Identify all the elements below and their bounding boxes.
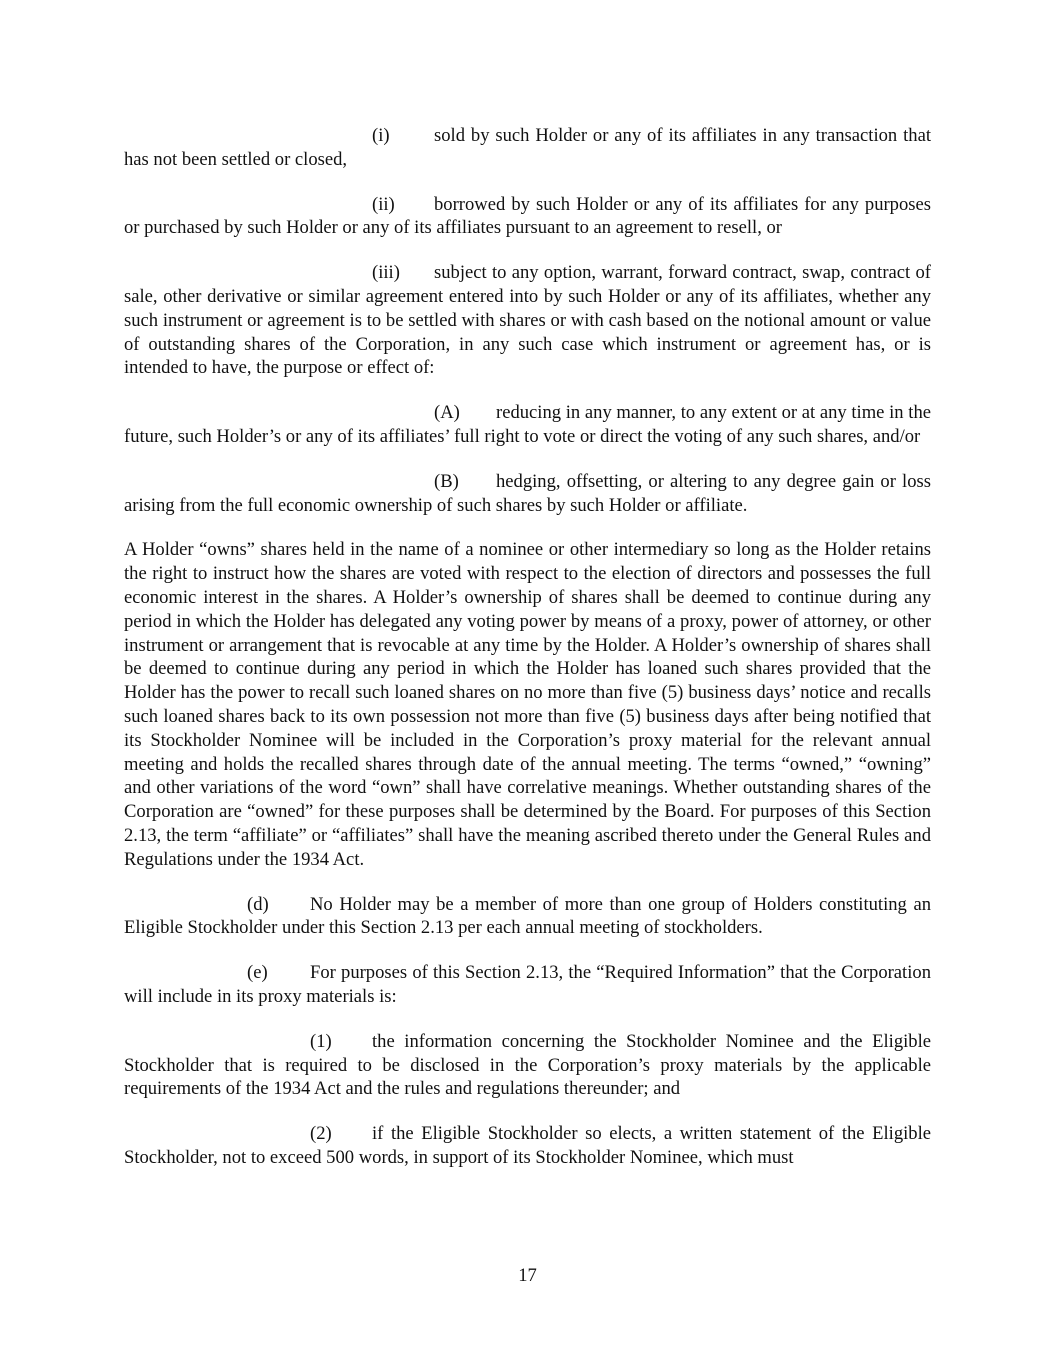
clause-marker: (A) bbox=[434, 402, 460, 424]
clause-text: if the Eligible Stockholder so elects, a written statement of the Eligible Stockholder, not to exceed 500 words, in support of its Stockholder Nominee, which must bbox=[124, 1123, 931, 1168]
clause-marker: (1) bbox=[310, 1030, 332, 1052]
clause-marker: (B) bbox=[434, 470, 459, 492]
clause-e bbox=[124, 961, 931, 1009]
clause-text: reducing in any manner, to any extent or at any time in the future, such Holder’s or any of its affiliates’ full right to vote or direct the voting of any such shares, and/or bbox=[124, 402, 931, 447]
clause-1 bbox=[124, 1030, 931, 1101]
clause-marker: (d) bbox=[247, 893, 269, 915]
clause-marker: (iii) bbox=[372, 262, 400, 284]
page-number: 17 bbox=[518, 1265, 537, 1286]
clause-ii bbox=[124, 193, 931, 241]
clause-text: sold by such Holder or any of its affiliates in any transaction that has not been settled or closed, bbox=[124, 125, 931, 170]
clause-marker: (e) bbox=[247, 962, 268, 984]
clause-d bbox=[124, 893, 931, 941]
clause-text: For purposes of this Section 2.13, the “Required Information” that the Corporation will include in its proxy materials is: bbox=[124, 962, 931, 1007]
clause-iii bbox=[124, 261, 931, 380]
clause-text: No Holder may be a member of more than one group of Holders constituting an Eligible Stockholder under this Section 2.13 per each annual meeting of stockholders. bbox=[124, 893, 931, 939]
clause-text: the information concerning the Stockholder Nominee and the Eligible Stockholder that is required to be disclosed in the Corporation’s proxy materials by the applicable requirements of the 1934 Act and the rules and regulations thereunder; and bbox=[124, 1030, 931, 1100]
clause-marker: (i) bbox=[372, 125, 390, 146]
clause-2 bbox=[124, 1122, 931, 1170]
ownership-paragraph bbox=[124, 538, 931, 871]
clause-marker: (2) bbox=[310, 1123, 332, 1145]
clause-i bbox=[124, 124, 931, 172]
clause-text: subject to any option, warrant, forward contract, swap, contract of sale, other derivative or similar agreement entered into by such Holder or any of its affiliates, whether any such instrument or agreement is to be settled with shares or with cash based on the notional amount or value of outstanding shares of the Corporation, in any such case which instrument or agreement has, or is intended to have, the purpose or effect of: bbox=[124, 262, 931, 379]
clause-text: borrowed by such Holder or any of its affiliates for any purposes or purchased by such Holder or any of its affiliates pursuant to an agreement to resell, or bbox=[124, 193, 931, 239]
clause-A bbox=[124, 401, 931, 449]
clause-marker: (ii) bbox=[372, 193, 395, 215]
clause-B bbox=[124, 470, 931, 518]
document-page bbox=[124, 124, 931, 1191]
paragraph-text: A Holder “owns” shares held in the name of a nominee or other intermediary so long as the Holder retains the right to instruct how the shares are voted with respect to the election of directors and possesses the full economic interest in the shares. A Holder’s ownership of shares shall be deemed to continue during any period in which the Holder has delegated any voting power by means of a proxy, power of attorney, or other instrument or arrangement that is revocable at any time by the Holder. A Holder’s ownership of shares shall be deemed to continue during any period in which the Holder has loaned such shares provided that the Holder has the power to recall such loaned shares on no more than five (5) business days’ notice and recalls such loaned shares back to its own possession not more than five (5) business days after being notified that its Stockholder Nominee will be included in the Corporation’s proxy material for the relevant annual meeting and holds the recalled shares through date of the annual meeting. The terms “owned,” “owning” and other variations of the word “own” shall have correlative meanings. Whether outstanding shares of the Corporation are “owned” for these purposes shall be determined by the Board. For purposes of this Section 2.13, the term “affiliate” or “affiliates” shall have the meaning ascribed thereto under the General Rules and Regulations under the 1934 Act. bbox=[124, 539, 931, 870]
clause-text: hedging, offsetting, or altering to any degree gain or loss arising from the full economic ownership of such shares by such Holder or affiliate. bbox=[124, 470, 931, 516]
